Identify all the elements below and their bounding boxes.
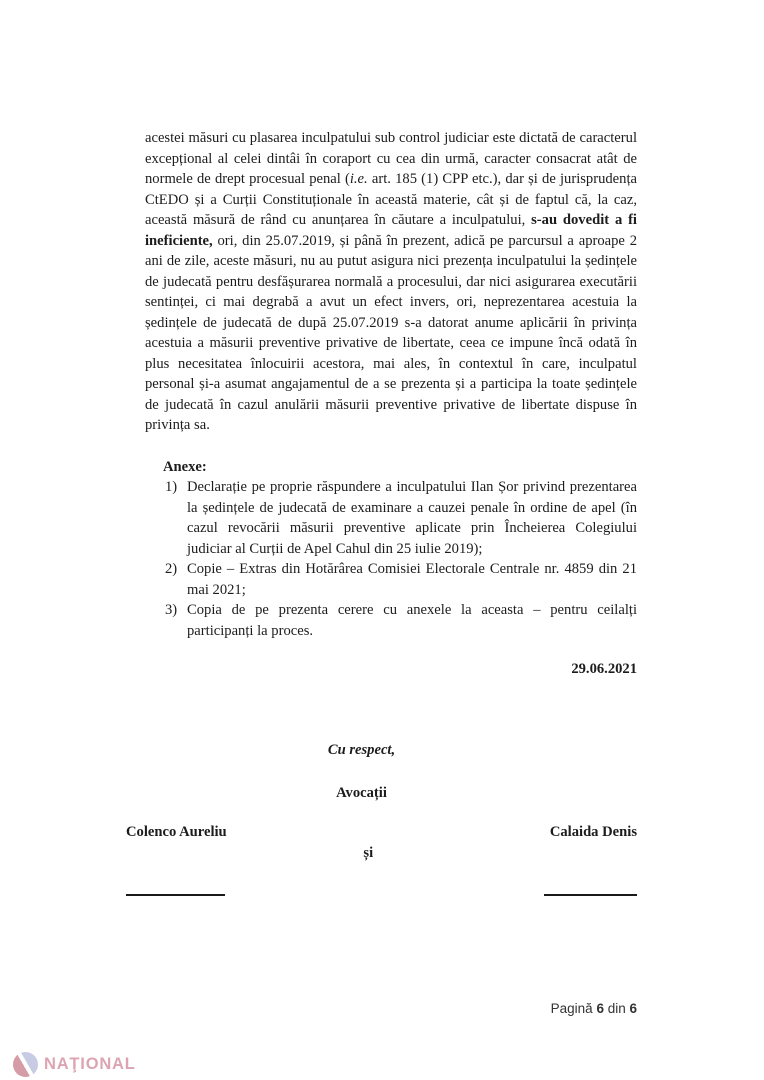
closing-role: Avocații bbox=[336, 785, 387, 801]
body-paragraph bbox=[145, 128, 637, 436]
paragraph-segment: acestei măsuri cu plasarea inculpatului sub control judiciar este dictată de caracterul excepțional al celei dintâi în coraport cu cea din urmă, caracter consacrat atât de normele de drept procesual penal ( bbox=[145, 130, 637, 187]
closing-block bbox=[126, 740, 637, 896]
lawyer-name-left: Colenco Aureliu bbox=[126, 824, 227, 840]
annex-item-text: Copia de pe prezenta cerere cu anexele la aceasta – pentru ceilalți participanți la proces. bbox=[187, 602, 637, 639]
national-watermark bbox=[13, 1052, 136, 1077]
conjunction: și bbox=[363, 845, 374, 861]
footer-page-number: 6 bbox=[596, 1001, 604, 1016]
annex-item-number: 1) bbox=[165, 479, 178, 495]
annex-item bbox=[145, 559, 637, 600]
annex-item-text: Copie – Extras din Hotărârea Comisiei Electorale Centrale nr. 4859 din 21 mai 2021; bbox=[187, 561, 637, 598]
signature-line-right bbox=[544, 894, 637, 896]
annex-item-text: Declarație pe proprie răspundere a inculpatului Ilan Șor privind prezentarea la ședințele de judecată de examinare a cauzei penale în ordine de apel (în cazul revocării măsurii preventive aplicate prin Încheierea Colegiului judiciar al Curții de Apel Cahul din 25 iulie 2019); bbox=[187, 479, 637, 557]
paragraph-segment: ori, din 25.07.2019, și până în prezent, adică pe parcursul a aproape 2 ani de zile, aceste măsuri, nu au putut asigura nici prezența inculpatului la ședințele de judecată pentru desfășurarea normală a procesului, dar nici asigurarea executării sentinței, ci mai degrabă a avut un efect invers, ori, neprezentarea acestuia la ședințele de judecată de după 25.07.2019 s-a datorat anume aplicării în privința acestuia a măsurii preventive privative de libertate, ceea ce impune încă odată în plus necesitatea înlocuirii acestora, mai ales, în contextul în care, inculpatul personal și-a asumat angajamentul de a se prezenta și a participa la toate ședințele de judecată în cazul anulării măsurii preventive privative de libertate dispuse în privința sa. bbox=[145, 232, 637, 433]
closing-salutation: Cu respect, bbox=[327, 742, 396, 758]
paragraph-segment: art. 185 (1) CPP etc.), dar și de jurisprudența CtEDO și a Curții Constituționale în această materie, cât și de faptul că, la caz, această măsură de rând cu anunțarea în căutare a inculpatului, bbox=[145, 171, 637, 228]
annexes-heading: Anexe: bbox=[163, 458, 207, 475]
document-body bbox=[145, 128, 637, 680]
paragraph-segment: i.e. bbox=[349, 171, 368, 187]
footer-total-pages: 6 bbox=[629, 1001, 637, 1016]
document-date: 29.06.2021 bbox=[571, 661, 637, 677]
signature-line-left bbox=[126, 894, 225, 896]
lawyer-names-row bbox=[126, 822, 637, 864]
page-number-footer bbox=[551, 1001, 637, 1016]
annex-item-number: 3) bbox=[165, 602, 178, 618]
annex-item bbox=[145, 477, 637, 559]
annex-item-number: 2) bbox=[165, 561, 178, 577]
national-logo-text: NAŢIONAL bbox=[44, 1055, 136, 1073]
footer-page-label: Pagină bbox=[550, 1001, 597, 1016]
national-logo-icon bbox=[13, 1052, 38, 1077]
signature-lines-row bbox=[126, 894, 637, 896]
annex-item bbox=[145, 600, 637, 641]
lawyer-name-right: Calaida Denis bbox=[549, 824, 637, 840]
annexes-list bbox=[145, 477, 637, 641]
paragraph-segment: s-au dovedit a fi ineficiente, bbox=[145, 212, 637, 249]
footer-of-label: din bbox=[603, 1001, 630, 1016]
